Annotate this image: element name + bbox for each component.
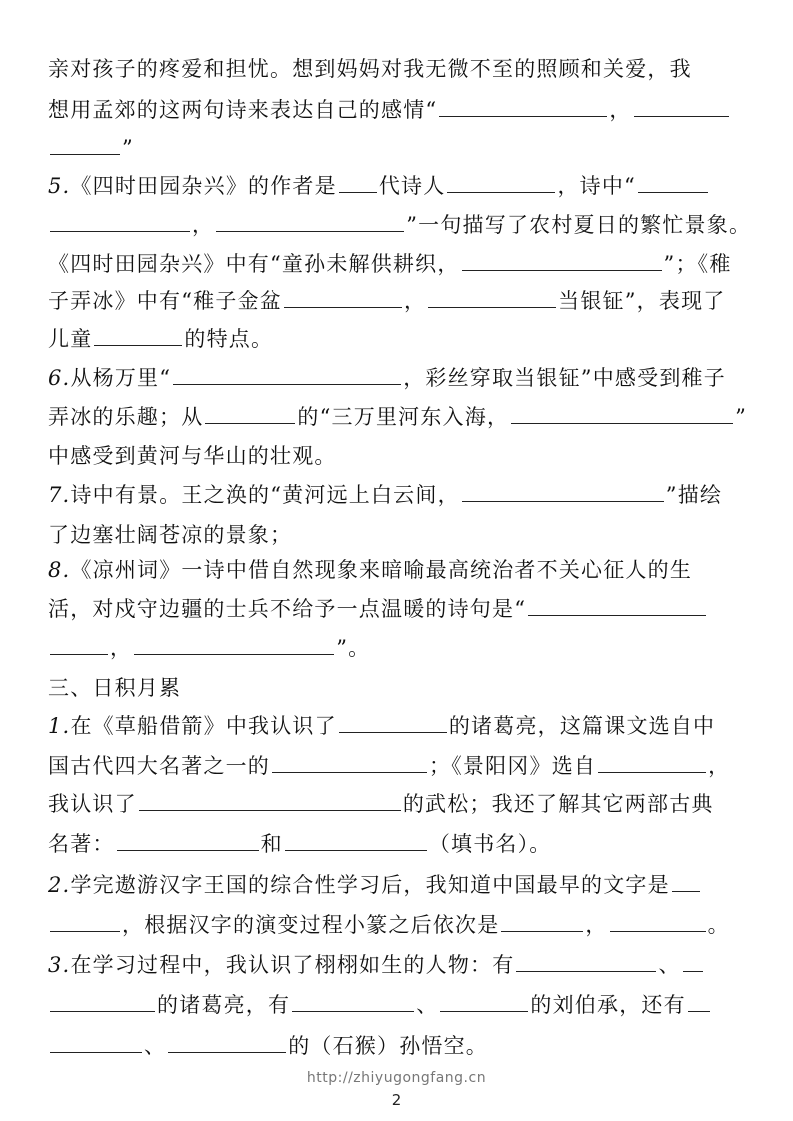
answer-blank[interactable] <box>117 832 259 851</box>
text-line <box>48 993 712 1017</box>
answer-blank[interactable] <box>173 366 401 385</box>
line-text: 、 <box>144 1034 167 1058</box>
question-number: 1. <box>48 714 71 738</box>
text-line <box>48 597 708 621</box>
line-text: 的刘伯承，还有 <box>530 993 686 1017</box>
line-text: 三、日积月累 <box>48 676 182 700</box>
text-line <box>48 636 370 660</box>
line-text: ，诗中“ <box>557 174 636 198</box>
line-text: 代诗人 <box>378 174 446 198</box>
line-text: 学完遨游汉字王国的综合性学习后，我知道中国最早的文字是 <box>70 873 670 897</box>
text-line <box>48 873 702 897</box>
answer-blank[interactable] <box>339 174 377 193</box>
text-line <box>48 714 715 738</box>
question-number: 5. <box>48 174 71 198</box>
line-text: ， <box>585 913 608 937</box>
answer-blank[interactable] <box>168 1034 286 1053</box>
line-text: 弄冰的乐趣；从 <box>48 405 204 429</box>
line-text: 国古代四大名著之一的 <box>48 754 270 778</box>
answer-blank[interactable] <box>447 174 555 193</box>
line-text: 的“三万里河东入海， <box>297 405 510 429</box>
line-text: ，根据汉字的演变过程小篆之后依次是 <box>122 913 500 937</box>
answer-blank[interactable] <box>94 327 182 346</box>
line-text: 诗中有景。王之涣的“黄河远上白云间， <box>70 483 460 507</box>
answer-blank[interactable] <box>683 953 703 972</box>
answer-blank[interactable] <box>672 873 700 892</box>
answer-blank[interactable] <box>428 289 556 308</box>
answer-blank[interactable] <box>528 597 706 616</box>
line-text: 亲对孩子的疼爱和担忧。想到妈妈对我无微不至的照顾和关爱，我 <box>48 57 692 81</box>
text-line <box>48 57 692 81</box>
line-text: 儿童 <box>48 327 93 351</box>
line-text: 在学习过程中，我认识了栩栩如生的人物：有 <box>70 953 515 977</box>
text-line <box>48 444 337 468</box>
answer-blank[interactable] <box>511 405 733 424</box>
question-number: 8. <box>48 558 71 582</box>
text-line <box>48 523 292 547</box>
answer-blank[interactable] <box>50 213 190 232</box>
line-text: ”；《稚 <box>663 252 732 276</box>
line-text: 名著： <box>48 832 115 856</box>
answer-blank[interactable] <box>516 953 656 972</box>
line-text: 、 <box>416 993 439 1017</box>
line-text: 《四时田园杂兴》中有“童孙未解供耕织， <box>48 252 460 276</box>
line-text: ”一句描写了农村夏日的繁忙景象。 <box>406 213 752 237</box>
answer-blank[interactable] <box>50 1034 142 1053</box>
text-line <box>48 832 552 856</box>
answer-blank[interactable] <box>292 993 414 1012</box>
line-text: 活，对戍守边疆的士兵不给予一点温暖的诗句是“ <box>48 597 527 621</box>
answer-blank[interactable] <box>139 792 401 811</box>
line-text: 的特点。 <box>184 327 274 351</box>
line-text: 子弄冰》中有“稚子金盆 <box>48 289 282 313</box>
page-number: 2 <box>391 1091 402 1109</box>
line-text: 在《草船借箭》中我认识了 <box>70 714 337 738</box>
line-text: 的武松；我还了解其它两部古典 <box>402 792 714 816</box>
answer-blank[interactable] <box>50 913 120 932</box>
line-text: 了边塞壮阔苍凉的景象； <box>48 523 293 547</box>
line-text: 的（石猴）孙悟空。 <box>288 1034 489 1058</box>
question-number: 6. <box>48 366 71 390</box>
answer-blank[interactable] <box>50 993 155 1012</box>
line-text: ， <box>192 213 215 237</box>
line-text: 、 <box>658 953 681 977</box>
text-line <box>48 405 747 429</box>
question-number: 7. <box>48 483 71 507</box>
answer-blank[interactable] <box>216 213 404 232</box>
text-line <box>48 558 692 582</box>
text-line <box>48 252 732 276</box>
line-text: 中感受到黄河与华山的壮观。 <box>48 444 337 468</box>
line-text: 的诸葛亮，有 <box>157 993 291 1017</box>
answer-blank[interactable] <box>440 993 528 1012</box>
line-text: ” <box>735 405 748 429</box>
line-text: ，彩丝穿取当银钲”中感受到稚子 <box>403 366 726 390</box>
text-line <box>48 327 273 351</box>
text-line <box>48 366 726 390</box>
question-number: 3. <box>48 953 71 977</box>
text-line <box>48 953 705 977</box>
text-line <box>48 792 714 816</box>
answer-blank[interactable] <box>285 832 427 851</box>
answer-blank[interactable] <box>339 714 447 733</box>
line-text: 。 <box>707 913 730 937</box>
answer-blank[interactable] <box>284 289 402 308</box>
text-line <box>48 213 751 237</box>
text-line <box>48 136 134 160</box>
text-line <box>48 289 725 313</box>
answer-blank[interactable] <box>462 252 662 271</box>
line-text: 《四时田园杂兴》的作者是 <box>70 174 337 198</box>
answer-blank[interactable] <box>50 636 108 655</box>
line-text: 从杨万里“ <box>70 366 172 390</box>
line-text: （填书名）。 <box>428 832 552 856</box>
text-line <box>48 174 710 198</box>
answer-blank[interactable] <box>610 913 706 932</box>
footer-url: http://zhiyugongfang.cn <box>306 1070 487 1086</box>
answer-blank[interactable] <box>501 913 583 932</box>
line-text: 的诸葛亮，这篇课文选自中 <box>448 714 716 738</box>
line-text: 我认识了 <box>48 792 137 816</box>
answer-blank[interactable] <box>272 754 427 773</box>
line-text: ， <box>403 289 427 313</box>
line-text: ， <box>110 636 133 660</box>
line-text: 《凉州词》一诗中借自然现象来暗喻最高统治者不关心征人的生 <box>70 558 693 582</box>
text-line <box>48 676 181 700</box>
line-text: 和 <box>260 832 283 856</box>
answer-blank[interactable] <box>50 136 120 155</box>
text-line <box>48 483 722 507</box>
text-line <box>48 754 730 778</box>
line-text: ；《景阳冈》选自 <box>429 754 597 778</box>
text-line <box>48 98 731 122</box>
line-text: ”。 <box>336 636 371 660</box>
line-text: 想用孟郊的这两句诗来表达自己的感情“ <box>48 98 438 122</box>
line-text: ”描绘 <box>665 483 723 507</box>
line-text: ， <box>708 754 731 778</box>
answer-blank[interactable] <box>638 174 708 193</box>
answer-blank[interactable] <box>598 754 706 773</box>
answer-blank[interactable] <box>688 993 710 1012</box>
answer-blank[interactable] <box>462 483 664 502</box>
text-line <box>48 913 730 937</box>
answer-blank[interactable] <box>205 405 295 424</box>
answer-blank[interactable] <box>439 98 607 117</box>
line-text: ” <box>122 136 134 160</box>
answer-blank[interactable] <box>634 98 729 117</box>
text-line <box>48 1034 488 1058</box>
line-text: ， <box>609 98 632 122</box>
line-text: 当银钲”，表现了 <box>558 289 726 313</box>
answer-blank[interactable] <box>134 636 334 655</box>
question-number: 2. <box>48 873 71 897</box>
